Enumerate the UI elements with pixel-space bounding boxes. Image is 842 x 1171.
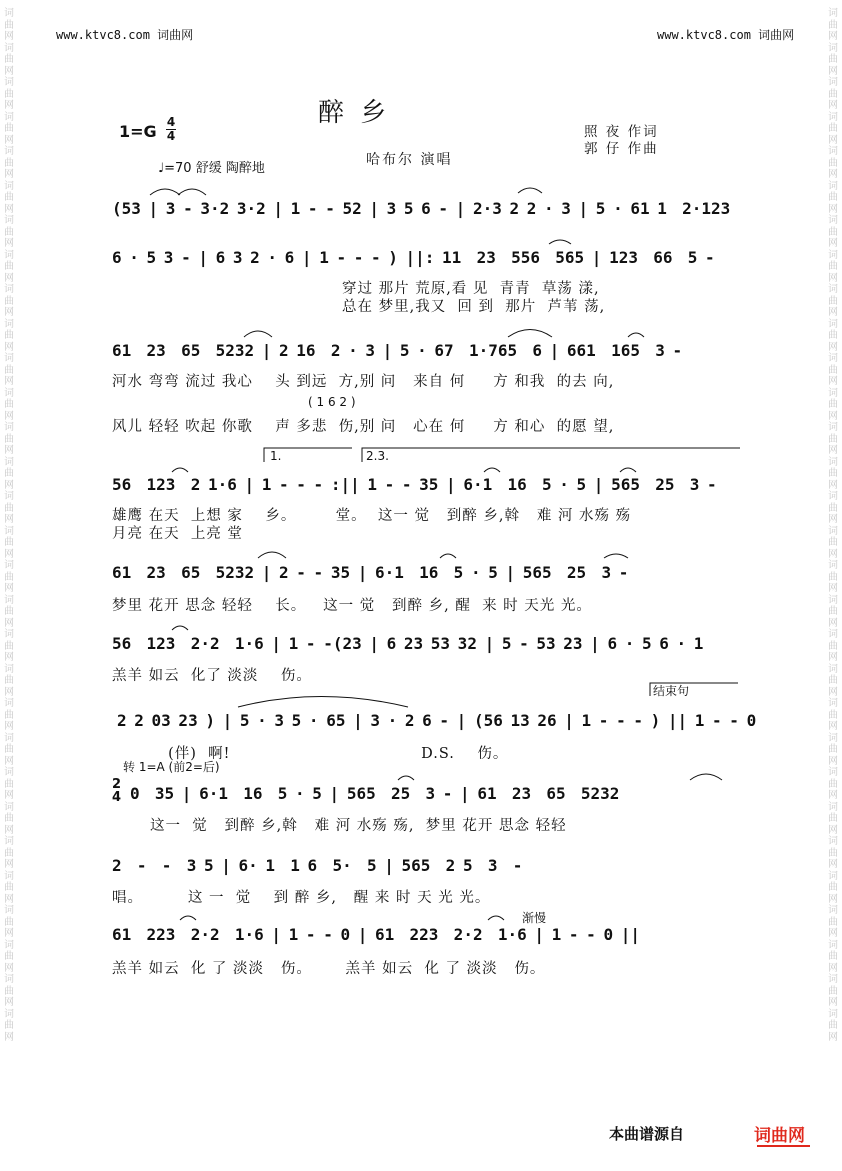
time-change-top: 2 — [112, 777, 122, 792]
side-watermark-left: 词曲网词曲网词曲网词曲网词曲网词曲网词曲网词曲网词曲网词曲网词曲网词曲网词曲网词曲网词曲网词曲网词曲网词曲网词曲网词曲网词曲网词曲网词曲网词曲网词曲网词曲网词曲网词曲网词曲网词曲网 — [4, 8, 14, 1043]
notation-line-2: 6 · 5 3 - | 6 3 2 · 6 | 1 - - - ) ||: 11 23 556 565 | 123 66 5 - — [112, 248, 715, 267]
singer-credit: 哈布尔 演唱 — [366, 152, 453, 168]
time-change-bottom: 4 — [112, 790, 122, 805]
time-signature-top: 4 — [166, 115, 176, 129]
slur-mark — [180, 916, 196, 920]
second-third-ending-label: 2.3. — [366, 449, 389, 463]
author-credits — [584, 124, 659, 158]
composer-credit: 郭 仔 作曲 — [584, 141, 659, 157]
notation-line-7: 2 2 03 23 ) | 5 · 3 5 · 65 | 3 · 2 6 - | (56 13 26 | 1 - - - ) || 1 - - 0 — [117, 711, 757, 730]
site-url-left[interactable]: www.ktvc8.com 词曲网 — [56, 28, 194, 42]
slur-mark — [620, 468, 636, 472]
lyric-line-10: 羔羊 如云 化 了 淡淡 伤。 羔羊 如云 化 了 淡淡 伤。 — [112, 961, 546, 977]
slur-mark — [440, 554, 456, 558]
lyric-line-3b: 风儿 轻轻 吹起 你歌 声 多悲 伤,别 问 心在 何 方 和心 的愿 望, — [112, 419, 615, 435]
slur-mark — [604, 554, 628, 558]
notation-line-3: 61 23 65 5232 | 2 16 2 · 3 | 5 · 67 1·765 6 | 661 165 3 - — [112, 341, 683, 360]
notation-line-8: 0 35 | 6·1 16 5 · 5 | 565 25 3 - | 61 23 65 5232 — [130, 784, 620, 803]
lyric-line-4b: 月亮 在天 上亮 堂 — [112, 526, 243, 542]
notation-line-5: 61 23 65 5232 | 2 - - 35 | 6·1 16 5 · 5 | 565 25 3 - — [112, 563, 629, 582]
notation-line-4: 56 123 2 1·6 | 1 - - - :|| 1 - - 35 | 6·1 16 5 · 5 | 565 25 3 - — [112, 475, 717, 494]
time-signature — [166, 117, 176, 142]
long-slur-mark — [238, 697, 408, 708]
ending-bracket-2 — [362, 448, 740, 462]
slur-mark — [258, 552, 286, 558]
slur-mark — [150, 189, 180, 195]
lyric-line-4a: 雄鹰 在天 上想 家 乡。 堂。 这一 觉 到醉 乡,斡 难 河 水殇 殇 — [112, 508, 632, 524]
slur-mark — [518, 188, 542, 193]
slur-mark — [628, 333, 644, 337]
key-signature: 1=G — [119, 122, 157, 141]
lyric-line-8: 这一 觉 到醉 乡,斡 难 河 水殇 殇, 梦里 花开 思念 轻轻 — [150, 818, 567, 834]
lyricist-credit: 照 夜 作词 — [584, 124, 659, 140]
tempo-marking: ♩=70 舒缓 陶醉地 — [158, 161, 265, 176]
lyric-line-7: (伴) 啊! D.S. 伤。 — [112, 746, 509, 762]
slur-mark — [172, 626, 188, 630]
slur-mark — [488, 916, 504, 920]
site-url-right[interactable]: www.ktvc8.com 词曲网 — [657, 28, 795, 42]
slur-mark — [244, 331, 272, 337]
end-phrase-label: 结束句 — [653, 684, 690, 698]
notation-line-1: (53 | 3 - 3·2 3·2 | 1 - - 52 | 3 5 6 - | 2·3 2 2 · 3 | 5 · 61 1 2·123 — [112, 199, 731, 218]
slower-marking: 渐慢 — [522, 911, 547, 925]
first-ending-label: 1. — [270, 449, 282, 463]
notation-line-6: 56 123 2·2 1·6 | 1 - -(23 | 6 23 53 32 | 5 - 53 23 | 6 · 5 6 · 1 — [112, 634, 704, 653]
slur-mark — [690, 774, 722, 780]
lyric-line-2b: 总在 梦里,我又 回 到 那片 芦苇 荡, — [112, 299, 606, 315]
slur-mark — [549, 240, 571, 244]
small-note-group: ( 1 6 2 ) — [308, 395, 356, 409]
lyric-line-2a: 穿过 那片 荒原,看 见 青青 草荡 漾, — [112, 281, 600, 297]
footer-source-label: 本曲谱源自 — [609, 1125, 685, 1143]
time-signature-bottom: 4 — [166, 129, 176, 143]
slur-mark — [484, 468, 500, 472]
footer-site-logo[interactable]: 词曲网 — [754, 1126, 805, 1146]
modulation-marking: 转 1=A (前2=后) — [123, 760, 220, 774]
song-title: 醉 乡 — [318, 98, 391, 128]
slur-mark — [172, 468, 188, 472]
time-change-2-4 — [112, 778, 121, 804]
notation-line-10: 61 223 2·2 1·6 | 1 - - 0 | 61 223 2·2 1·6 | 1 - - 0 || — [112, 925, 640, 944]
side-watermark-right: 词曲网词曲网词曲网词曲网词曲网词曲网词曲网词曲网词曲网词曲网词曲网词曲网词曲网词曲网词曲网词曲网词曲网词曲网词曲网词曲网词曲网词曲网词曲网词曲网词曲网词曲网词曲网词曲网词曲网词曲网 — [828, 8, 838, 1043]
notation-line-9: 2 - - 3 5 | 6· 1 1 6 5· 5 | 565 2 5 3 - — [112, 856, 523, 875]
slur-mark — [398, 776, 414, 780]
lyric-line-3a: 河水 弯弯 流过 我心 头 到远 方,别 问 来自 何 方 和我 的去 向, — [112, 374, 615, 390]
slur-mark — [178, 189, 206, 195]
slur-mark — [508, 330, 552, 338]
lyric-line-5: 梦里 花开 思念 轻轻 长。 这一 觉 到醉 乡, 醒 来 时 天光 光。 — [112, 598, 592, 614]
lyric-line-9: 唱。 这 一 觉 到 醉 乡, 醒 来 时 天 光 光。 — [112, 890, 491, 906]
lyric-line-6: 羔羊 如云 化了 淡淡 伤。 — [112, 668, 312, 684]
